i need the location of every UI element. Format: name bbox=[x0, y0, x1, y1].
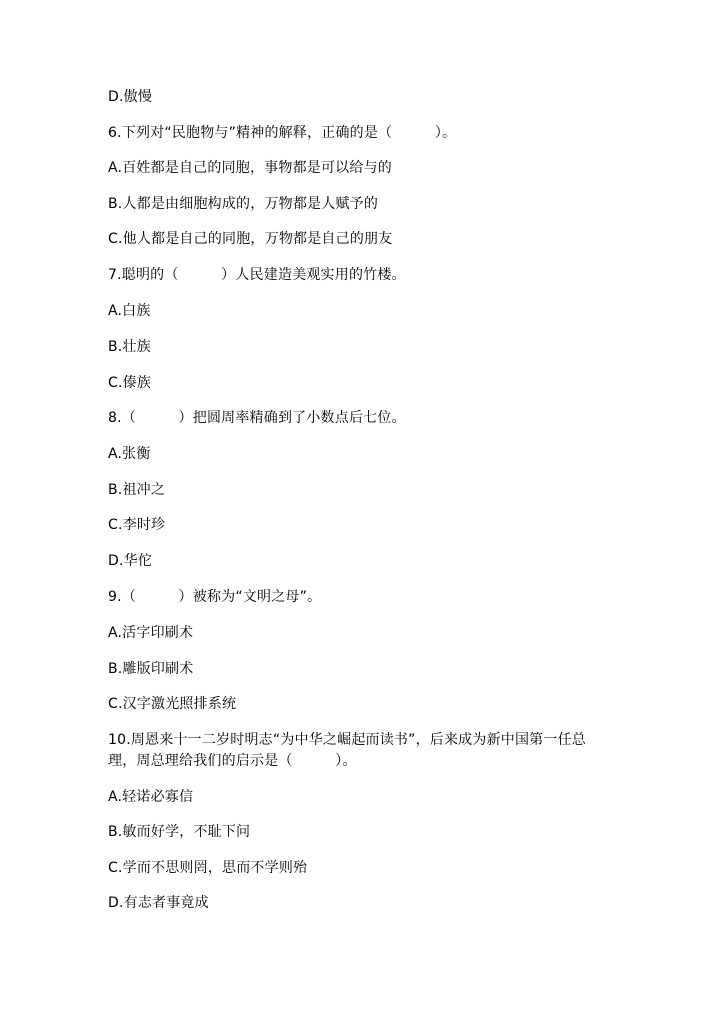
question-7: 7.聪明的（ ）人民建造美观实用的竹楼。 bbox=[108, 267, 406, 283]
option-a-q6: A.百姓都是自己的同胞，事物都是可以给与的 bbox=[108, 160, 392, 176]
option-a-q7: A.白族 bbox=[108, 303, 151, 319]
option-b-q8: B.祖冲之 bbox=[108, 482, 166, 498]
option-a-q10: A.轻诺必寡信 bbox=[108, 789, 194, 805]
option-c-q7: C.傣族 bbox=[108, 375, 152, 391]
option-c-q6: C.他人都是自己的同胞，万物都是自己的朋友 bbox=[108, 231, 393, 247]
question-10-line-1: 10.周恩来十一二岁时明志“为中华之崛起而读书”，后来成为新中国第一任总 bbox=[108, 732, 586, 748]
option-b-q10: B.敏而好学，不耻下问 bbox=[108, 824, 251, 840]
option-c-q10: C.学而不思则罔，思而不学则殆 bbox=[108, 860, 308, 876]
option-b-q9: B.雕版印刷术 bbox=[108, 661, 194, 677]
option-b-q7: B.壮族 bbox=[108, 339, 151, 355]
option-c-q9: C.汉字激光照排系统 bbox=[108, 696, 237, 712]
option-c-q8: C.李时珍 bbox=[108, 517, 166, 533]
question-9: 9.（ ）被称为“文明之母”。 bbox=[108, 589, 322, 605]
question-8: 8.（ ）把圆周率精确到了小数点后七位。 bbox=[108, 410, 406, 426]
option-a-q8: A.张衡 bbox=[108, 446, 151, 462]
option-d-q10: D.有志者事竟成 bbox=[108, 895, 209, 911]
option-d-q8: D.华佗 bbox=[108, 553, 153, 569]
option-d-q5: D.傲慢 bbox=[108, 89, 153, 105]
question-10-line-2: 理，周总理给我们的启示是（ ）。 bbox=[108, 753, 357, 769]
question-6: 6.下列对“民胞物与”精神的解释，正确的是（ ）。 bbox=[108, 125, 457, 141]
option-b-q6: B.人都是由细胞构成的，万物都是人赋予的 bbox=[108, 196, 379, 212]
option-a-q9: A.活字印刷术 bbox=[108, 625, 194, 641]
